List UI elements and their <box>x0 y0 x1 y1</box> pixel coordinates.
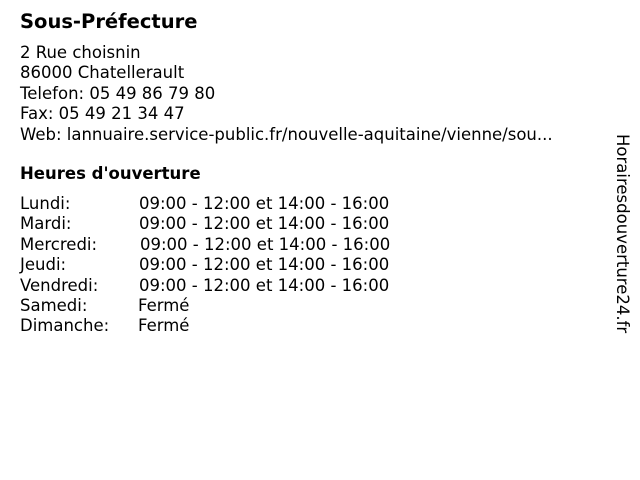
phone-number: Telefon: 05 49 86 79 80 <box>20 83 216 103</box>
site-watermark: Horairesdouverture24.fr <box>613 134 632 334</box>
day-label: Mercredi: <box>20 234 98 254</box>
hours-value: 09:00 - 12:00 et 14:00 - 16:00 <box>139 255 390 275</box>
hours-value: Fermé <box>138 295 190 315</box>
hours-value: 09:00 - 12:00 et 14:00 - 16:00 <box>139 214 390 234</box>
website-link[interactable]: Web: lannuaire.service-public.fr/nouvelle-aquitaine/vienne/sou... <box>20 124 553 144</box>
hours-value: 09:00 - 12:00 et 14:00 - 16:00 <box>139 194 390 213</box>
day-label: Samedi: <box>20 295 88 315</box>
place-title: Sous-Préfecture <box>20 10 198 33</box>
opening-hours-heading: Heures d'ouverture <box>20 164 201 183</box>
day-label: Vendredi: <box>20 275 99 295</box>
day-label: Mardi: <box>20 214 72 234</box>
day-label: Dimanche: <box>20 316 110 336</box>
city-postal: 86000 Chatellerault <box>20 63 185 83</box>
day-label: Jeudi: <box>20 255 67 275</box>
contact-block <box>20 43 553 145</box>
street-address: 2 Rue choisnin <box>20 43 141 62</box>
hours-value: 09:00 - 12:00 et 14:00 - 16:00 <box>140 234 391 254</box>
day-label: Lundi: <box>20 194 71 213</box>
fax-number: Fax: 05 49 21 34 47 <box>20 104 185 124</box>
hours-value: Fermé <box>138 316 190 336</box>
hours-value: 09:00 - 12:00 et 14:00 - 16:00 <box>139 275 390 295</box>
